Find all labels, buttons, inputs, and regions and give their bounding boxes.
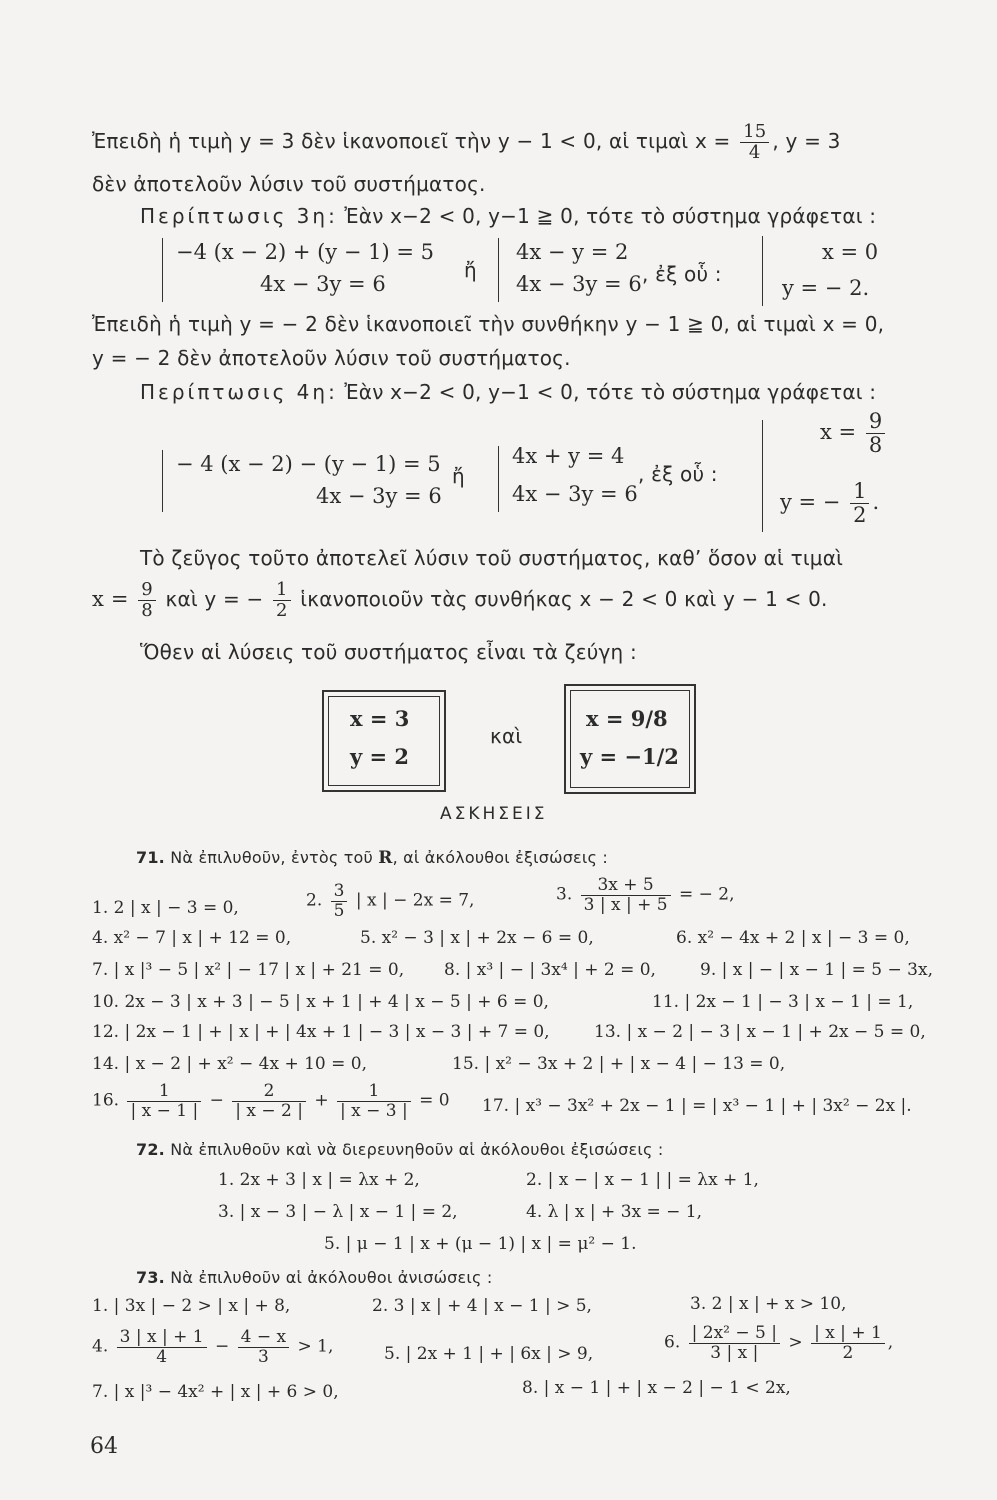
fraction (866, 410, 885, 457)
exercise-item: 1. 2x + 3 | x | = λx + 2, (218, 1170, 420, 1190)
system-bracket (162, 238, 163, 302)
exercise-item: 9. | x | − | x − 1 | = 5 − 3x, (700, 960, 933, 980)
text: Ἐὰν x−2 < 0, y−1 < 0, τότε τὸ σύστημα γράφεται : (337, 380, 877, 404)
text-line-1 (92, 122, 841, 163)
operator: − (209, 1090, 224, 1111)
exercise-item: 11. | 2x − 1 | − 3 | x − 1 | = 1, (652, 992, 914, 1012)
text-line-2: δὲν ἀποτελοῦν λύσιν τοῦ συστήματος. (92, 172, 486, 196)
numerator: 1 (337, 1082, 411, 1102)
fraction (238, 1328, 289, 1366)
fraction-15-4 (740, 122, 769, 163)
exercise-item: 2. | x − | x − 1 | | = λx + 1, (526, 1170, 759, 1190)
fraction (117, 1328, 207, 1366)
box-y: y = −1/2 (580, 744, 679, 769)
text: ἱκανοποιοῦν τὰς συνθήκας x − 2 < 0 καὶ y − 1 < 0. (300, 586, 828, 611)
box-y: y = 2 (350, 744, 410, 769)
exercise-item: 3. | x − 3 | − λ | x − 1 | = 2, (218, 1202, 458, 1222)
operator: > (788, 1332, 803, 1353)
text-line-7: Τὸ ζεῦγος τοῦτο ἀποτελεῖ λύσιν τοῦ συστήματος, καθ’ ὅσον αἱ τιμαὶ (140, 546, 844, 570)
equation: 4x + y = 4 (512, 444, 625, 468)
system-bracket (498, 446, 499, 512)
text: 4. (92, 1336, 109, 1357)
equation: − 4 (x − 2) − (y − 1) = 5 (176, 452, 441, 476)
fraction (689, 1324, 780, 1362)
text: , y = 3 (772, 128, 841, 153)
numerator: 9 (866, 410, 885, 434)
denominator: 4 (748, 141, 761, 163)
text: y = − (780, 490, 841, 515)
denominator: 2 (276, 599, 288, 621)
operator: − (214, 1336, 230, 1357)
text: Νὰ ἐπιλυθοῦν αἱ ἀκόλουθοι ἀνισώσεις : (164, 1268, 493, 1287)
equation: 4x − 3y = 6 (512, 482, 638, 506)
and-word: καὶ (490, 724, 523, 748)
denominator: 4 (156, 1346, 168, 1367)
denominator: 3 (257, 1346, 269, 1367)
exercise-item (556, 876, 735, 914)
text: 6. (664, 1332, 681, 1353)
text: καὶ y = − (165, 586, 264, 611)
text-line-5: y = − 2 δὲν ἀποτελοῦν λύσιν τοῦ συστήματος. (92, 346, 571, 370)
case-3-heading (140, 204, 876, 228)
solution-box-1 (322, 690, 446, 792)
numerator: 1 (127, 1082, 201, 1102)
denominator: 8 (868, 433, 883, 458)
exercise-item: 17. | x³ − 3x² + 2x − 1 | = | x³ − 1 | + | 3x² − 2x |. (482, 1096, 912, 1116)
numerator: | x | + 1 (811, 1324, 885, 1344)
or-word: ἤ (452, 464, 465, 488)
fraction (232, 1082, 306, 1120)
fraction (127, 1082, 201, 1120)
exercise-number: 71. (136, 848, 165, 867)
exercise-item (664, 1324, 893, 1362)
exercise-item: 8. | x³ | − | 3x⁴ | + 2 = 0, (444, 960, 656, 980)
reals-symbol: R (378, 848, 393, 868)
or-word: ἤ (464, 258, 477, 282)
exercise-item: 1. | 3x | − 2 > | x | + 8, (92, 1296, 291, 1316)
text: , αἱ ἀκόλουθοι ἐξισώσεις : (392, 848, 608, 867)
numerator: 3x + 5 (581, 876, 671, 896)
exercise-item: 4. x² − 7 | x | + 12 = 0, (92, 928, 292, 948)
numerator: 3 (331, 882, 348, 902)
solution: x = 0 (822, 240, 879, 264)
numerator: 3 | x | + 1 (117, 1328, 207, 1348)
denominator: 3 | x | + 5 (583, 894, 668, 915)
text: = − 2, (678, 884, 735, 905)
text-line-8 (92, 580, 828, 621)
text: Ἐὰν x−2 < 0, y−1 ≧ 0, τότε τὸ σύστημα γράφεται : (337, 204, 877, 228)
denominator: 8 (141, 599, 153, 621)
denominator: 2 (842, 1342, 854, 1363)
exercise-item: 1. 2 | x | − 3 = 0, (92, 898, 239, 918)
exercise-item: 7. | x |³ − 4x² + | x | + 6 > 0, (92, 1382, 339, 1402)
denominator: | x − 1 | (130, 1100, 199, 1121)
case-4-heading (140, 380, 876, 404)
text: Νὰ ἐπιλυθοῦν, ἐντὸς τοῦ (164, 848, 379, 867)
exercise-73-intro (136, 1268, 492, 1287)
numerator: 9 (138, 580, 156, 601)
exercise-number: 73. (136, 1268, 165, 1287)
system-bracket (762, 420, 763, 532)
denominator: 2 (853, 503, 867, 528)
fraction (138, 580, 156, 621)
denominator: 3 | x | (710, 1342, 759, 1363)
exercise-item: 5. | 2x + 1 | + | 6x | > 9, (384, 1344, 594, 1364)
exercise-72-intro (136, 1140, 663, 1159)
numerator: 2 (232, 1082, 306, 1102)
exercise-item (306, 882, 474, 920)
exercise-item (92, 1082, 450, 1120)
text-line-4: Ἐπειδὴ ἡ τιμὴ y = − 2 δὲν ἱκανοποιεῖ τὴν συνθήκην y − 1 ≧ 0, αἱ τιμαὶ x = 0, (92, 312, 885, 336)
exercises-heading: ΑΣΚΗΣΕΙΣ (440, 804, 548, 824)
exercise-item (92, 1328, 333, 1366)
text-line-9: Ὅθεν αἱ λύσεις τοῦ συστήματος εἶναι τὰ ζεύγη : (140, 640, 637, 664)
text: Ἐπειδὴ ἡ τιμὴ y = 3 δὲν ἱκανοποιεῖ τὴν y − 1 < 0, αἱ τιμαὶ x = (92, 128, 731, 153)
solution-box-2 (564, 684, 696, 794)
numerator: 1 (273, 580, 291, 601)
exercise-71-intro (136, 848, 608, 868)
denominator: | x − 2 | (235, 1100, 303, 1121)
text: , (887, 1332, 894, 1353)
text: x = (92, 586, 129, 611)
numerator: 1 (850, 480, 869, 504)
numerator: 15 (740, 122, 769, 143)
text: | x | − 2x = 7, (355, 890, 475, 911)
exercise-item: 7. | x |³ − 5 | x² | − 17 | x | + 21 = 0, (92, 960, 405, 980)
page-number: 64 (90, 1434, 118, 1459)
operator: + (314, 1090, 329, 1111)
exercise-item: 14. | x − 2 | + x² − 4x + 10 = 0, (92, 1054, 368, 1074)
text: 16. (92, 1090, 120, 1111)
exercise-item: 6. x² − 4x + 2 | x | − 3 = 0, (676, 928, 910, 948)
fraction (811, 1324, 885, 1362)
text: = 0 (419, 1090, 450, 1111)
text: . (872, 490, 880, 515)
exercise-item: 13. | x − 2 | − 3 | x − 1 | + 2x − 5 = 0, (594, 1022, 926, 1042)
exercise-item: 12. | 2x − 1 | + | x | + | 4x + 1 | − 3 | x − 3 | + 7 = 0, (92, 1022, 550, 1042)
exercise-item: 10. 2x − 3 | x + 3 | − 5 | x + 1 | + 4 | x − 5 | + 6 = 0, (92, 992, 549, 1012)
exercise-item: 2. 3 | x | + 4 | x − 1 | > 5, (372, 1296, 592, 1316)
solution-y (780, 480, 879, 527)
text: , ἐξ οὗ : (642, 262, 722, 286)
system-bracket (162, 450, 163, 512)
exercise-item: 5. x² − 3 | x | + 2x − 6 = 0, (360, 928, 594, 948)
denominator: | x − 3 | (340, 1100, 408, 1121)
exercise-item: 15. | x² − 3x + 2 | + | x − 4 | − 13 = 0, (452, 1054, 786, 1074)
system-bracket (762, 236, 763, 306)
equation: 4x − 3y = 6 (516, 272, 642, 296)
numerator: 4 − x (238, 1328, 289, 1348)
text: > 1, (297, 1336, 334, 1357)
box-x: x = 3 (350, 706, 410, 731)
fraction (337, 1082, 411, 1120)
box-x: x = 9/8 (586, 706, 668, 731)
equation: 4x − y = 2 (516, 240, 629, 264)
equation: 4x − 3y = 6 (316, 484, 442, 508)
exercise-item: 4. λ | x | + 3x = − 1, (526, 1202, 703, 1222)
equation: 4x − 3y = 6 (260, 272, 386, 296)
text: 2. (306, 890, 323, 911)
exercise-item: 3. 2 | x | + x > 10, (690, 1294, 847, 1314)
case-label: Περίπτωσις 4η: (140, 380, 338, 404)
box-inner (570, 690, 690, 788)
fraction (331, 882, 348, 920)
equation: −4 (x − 2) + (y − 1) = 5 (176, 240, 434, 264)
system-bracket (498, 238, 499, 302)
text: , ἐξ οὗ : (638, 462, 718, 486)
solution: y = − 2. (782, 276, 870, 300)
fraction (850, 480, 869, 527)
numerator: | 2x² − 5 | (689, 1324, 780, 1344)
case-label: Περίπτωσις 3η: (140, 204, 338, 228)
text: 3. (556, 884, 573, 905)
denominator: 5 (333, 900, 345, 921)
fraction (581, 876, 671, 914)
fraction (273, 580, 291, 621)
exercise-item: 8. | x − 1 | + | x − 2 | − 1 < 2x, (522, 1378, 791, 1398)
text: x = (820, 420, 857, 445)
text: Νὰ ἐπιλυθοῦν καὶ νὰ διερευνηθοῦν αἱ ἀκόλουθοι ἐξισώσεις : (164, 1140, 664, 1159)
exercise-number: 72. (136, 1140, 165, 1159)
solution-x (820, 410, 888, 457)
exercise-item: 5. | μ − 1 | x + (μ − 1) | x | = μ² − 1. (324, 1234, 637, 1254)
